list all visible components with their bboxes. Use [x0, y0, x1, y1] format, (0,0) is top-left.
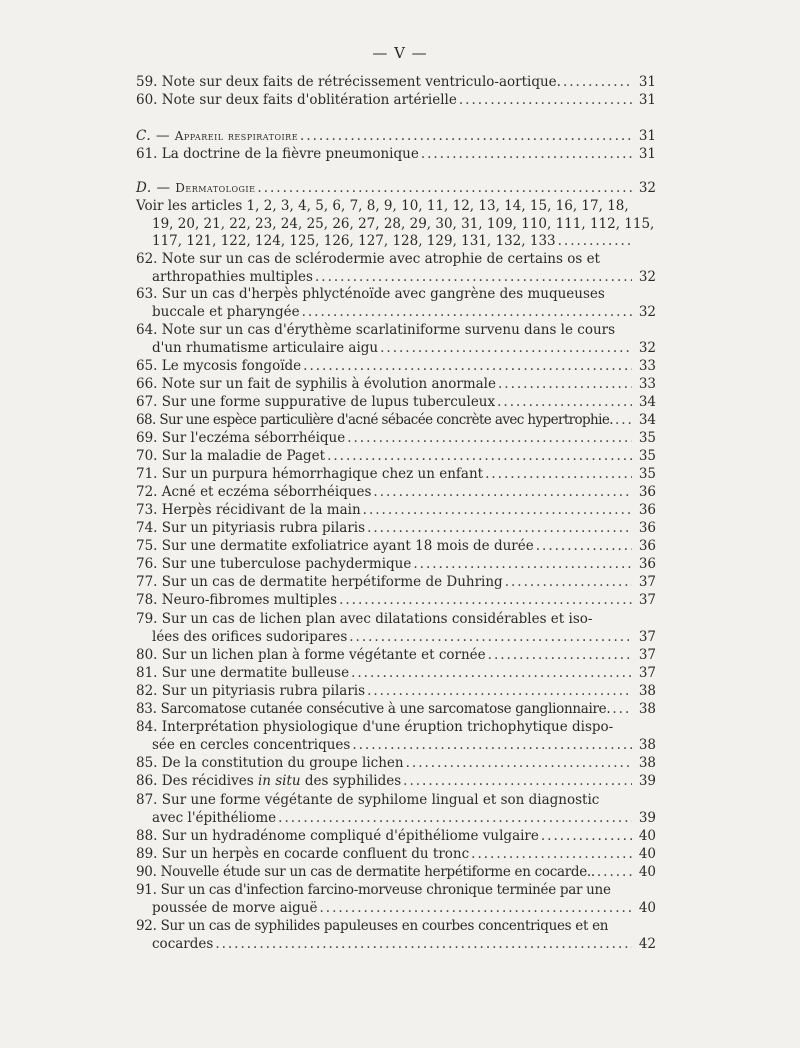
page-ref: 38	[638, 701, 656, 717]
entry-text: 74. Sur un pityriasis rubra pilaris	[136, 520, 366, 536]
page-ref: 42	[638, 935, 656, 952]
entry-text: 88. Sur un hydradénome compliqué d'épithéliome vulgaire	[136, 828, 539, 844]
dot-leader	[367, 683, 632, 701]
toc-entry-87	[136, 792, 656, 827]
entry-text: 62. Note sur un cas de sclérodermie avec atrophie de certains os et	[136, 251, 600, 267]
page-ref: 32	[638, 268, 656, 285]
page-ref: 37	[638, 665, 656, 681]
toc-entry-92	[136, 918, 656, 953]
entry-text: 66. Note sur un fait de syphilis à évolution anormale	[136, 376, 496, 392]
entry-text: 82. Sur un pityriasis rubra pilaris	[136, 683, 366, 699]
entry-text: 85. De la constitution du groupe lichen	[136, 755, 404, 771]
toc-entry-71	[136, 466, 656, 484]
toc-entry-84	[136, 719, 656, 754]
dot-leader	[471, 846, 632, 864]
entry-text: 64. Note sur un cas d'érythème scarlatiniforme survenu dans le cours	[136, 322, 616, 338]
page-ref: 40	[638, 828, 656, 844]
entry-text: 80. Sur un lichen plan à forme végétante et cornée	[136, 647, 486, 663]
dot-leader	[257, 180, 632, 198]
dot-leader	[215, 936, 632, 954]
entry-text: 77. Sur un cas de dermatite herpétiforme de Duhring	[136, 574, 503, 590]
entry-text: C. — Appareil respiratoire	[136, 128, 299, 144]
toc-entry-81	[136, 665, 656, 683]
page-ref: 36	[638, 520, 656, 536]
dot-leader	[558, 233, 632, 251]
dot-leader	[615, 412, 632, 430]
page-ref: 32	[638, 303, 656, 320]
entry-text: 78. Neuro-fibromes multiples	[136, 592, 338, 608]
toc-entry-67	[136, 394, 656, 412]
toc-entry-76	[136, 556, 656, 574]
dot-leader	[303, 358, 632, 376]
entry-text: 76. Sur une tuberculose pachydermique	[136, 556, 412, 572]
page-ref: 40	[638, 846, 656, 862]
dot-leader	[505, 574, 632, 592]
entry-text: d'un rhumatisme articulaire aigu	[152, 339, 379, 356]
entry-text: arthropathies multiples	[152, 268, 313, 285]
entry-text: buccale et pharyngée	[152, 303, 300, 320]
toc-section-d	[136, 180, 656, 198]
page-ref: 35	[638, 448, 656, 464]
entry-text: 79. Sur un cas de lichen plan avec dilatations considérables et iso-	[136, 611, 593, 627]
toc-section-c	[136, 128, 656, 146]
page-ref: 33	[638, 358, 656, 374]
toc-entry-86	[136, 773, 656, 791]
entry-text: 59. Note sur deux faits de rétrécissement ventriculo-aortique.	[136, 74, 561, 90]
toc-entry-74	[136, 520, 656, 538]
dot-leader	[536, 538, 632, 556]
page-ref: 31	[638, 92, 656, 108]
toc-see-articles	[136, 198, 656, 251]
page-ref: 37	[638, 628, 656, 645]
page-ref: 31	[638, 74, 656, 90]
toc-entry-88	[136, 828, 656, 846]
page-ref: 38	[638, 736, 656, 753]
toc-entry-79	[136, 611, 656, 646]
entry-text: poussée de morve aiguë	[152, 899, 318, 916]
dot-leader	[352, 737, 632, 755]
entry-text: 73. Herpès récidivant de la main	[136, 502, 361, 518]
entry-text: 70. Sur la maladie de Paget	[136, 448, 326, 464]
toc-entry-89	[136, 846, 656, 864]
page-ref: 35	[638, 430, 656, 446]
page-ref: 34	[638, 412, 656, 428]
page-ref: 38	[638, 683, 656, 699]
dot-leader	[349, 629, 632, 647]
dot-leader	[373, 484, 632, 502]
dot-leader	[380, 340, 632, 358]
dot-leader	[563, 74, 632, 92]
toc-entry-59	[136, 74, 656, 92]
toc-entry-75	[136, 538, 656, 556]
toc-entry-90	[136, 864, 656, 882]
entry-text: 67. Sur une forme suppurative de lupus tuberculeux	[136, 394, 496, 410]
toc-entry-80	[136, 647, 656, 665]
dot-leader	[403, 773, 632, 791]
toc-entry-82	[136, 683, 656, 701]
page-ref: 40	[638, 864, 656, 880]
toc-entry-66	[136, 376, 656, 394]
dot-leader	[497, 394, 632, 412]
toc-entry-78	[136, 592, 656, 610]
page-ref: 36	[638, 556, 656, 572]
dot-leader	[612, 701, 632, 719]
page-ref: 39	[638, 809, 656, 826]
entry-text: 65. Le mycosis fongoïde	[136, 358, 302, 374]
entry-text: 71. Sur un purpura hémorrhagique chez un enfant	[136, 466, 484, 482]
dot-leader	[541, 828, 632, 846]
page-ref: 36	[638, 502, 656, 518]
toc-entry-62	[136, 251, 656, 286]
entry-text: 91. Sur un cas d'infection farcino-morveuse chronique terminée par une	[136, 882, 611, 898]
table-of-contents	[0, 74, 800, 974]
dot-leader	[347, 430, 632, 448]
page-ref: 36	[638, 484, 656, 500]
page-ref: 34	[638, 394, 656, 410]
dot-leader	[406, 755, 632, 773]
toc-entry-77	[136, 574, 656, 592]
entry-text: 61. La doctrine de la fièvre pneumonique	[136, 146, 419, 162]
page-ref: 39	[638, 773, 656, 789]
dot-leader	[367, 520, 632, 538]
dot-leader	[339, 592, 632, 610]
entry-text: sée en cercles concentriques	[152, 736, 351, 753]
entry-text: 89. Sur un herpès en cocarde confluent du tronc	[136, 846, 470, 862]
entry-text: 19, 20, 21, 22, 23, 24, 25, 26, 27, 28, 29, 30, 31, 109, 110, 111, 112, 115,	[152, 215, 655, 232]
dot-leader	[363, 502, 632, 520]
toc-entry-60	[136, 92, 656, 110]
entry-text: 68. Sur une espèce particulière d'acné sébacée concrète avec hypertrophie.	[136, 412, 613, 428]
page-ref: 31	[638, 128, 656, 144]
page-ref: 32	[638, 339, 656, 356]
dot-leader	[485, 466, 632, 484]
page-ref: 31	[638, 146, 656, 162]
entry-text: 84. Interprétation physiologique d'une éruption trichophytique dispo-	[136, 719, 614, 735]
toc-entry-73	[136, 502, 656, 520]
entry-text: cocardes	[152, 935, 214, 952]
toc-entry-85	[136, 755, 656, 773]
page-ref: 37	[638, 647, 656, 663]
entry-text: 81. Sur une dermatite bulleuse	[136, 665, 350, 681]
entry-text: 83. Sarcomatose cutanée consécutive à une sarcomatose ganglionnaire.	[136, 701, 611, 717]
toc-entry-69	[136, 430, 656, 448]
toc-entry-83	[136, 701, 656, 719]
entry-text: 86. Des récidives in situ des syphilides	[136, 773, 402, 789]
dot-leader	[320, 900, 633, 918]
entry-text: 72. Acné et eczéma séborrhéiques	[136, 484, 372, 500]
entry-text: 87. Sur une forme végétante de syphilome lingual et son diagnostic	[136, 792, 600, 808]
page-number-header: — V —	[372, 44, 428, 62]
entry-text: 92. Sur un cas de syphilides papuleuses en courbes concentriques et en	[136, 918, 609, 934]
entry-text: 63. Sur un cas d'herpès phlycténoïde avec gangrène des muqueuses	[136, 286, 605, 302]
dot-leader	[498, 376, 632, 394]
entry-text: avec l'épithéliome	[152, 809, 277, 826]
entry-text: 69. Sur l'eczéma séborrhéique	[136, 430, 346, 446]
toc-entry-91	[136, 882, 656, 917]
dot-leader	[597, 864, 632, 882]
entry-text: Voir les articles 1, 2, 3, 4, 5, 6, 7, 8, 9, 10, 11, 12, 13, 14, 15, 16, 17, 18,	[136, 198, 629, 214]
entry-text: lées des orifices sudoripares	[152, 628, 348, 645]
dot-leader	[351, 665, 632, 683]
toc-entry-70	[136, 448, 656, 466]
page-ref: 40	[638, 899, 656, 916]
dot-leader	[278, 810, 632, 828]
page-ref: 37	[638, 574, 656, 590]
toc-entry-63	[136, 286, 656, 321]
page-ref: 38	[638, 755, 656, 771]
dot-leader	[302, 304, 632, 322]
dot-leader	[459, 92, 632, 110]
page-ref: 36	[638, 538, 656, 554]
dot-leader	[327, 448, 632, 466]
toc-entry-64	[136, 322, 656, 357]
page-ref: 32	[638, 180, 656, 196]
dot-leader	[300, 128, 632, 146]
entry-text: 60. Note sur deux faits d'oblitération artérielle	[136, 92, 457, 108]
entry-text: D. — Dermatologie	[136, 180, 256, 196]
page-ref: 35	[638, 466, 656, 482]
dot-leader	[413, 556, 632, 574]
toc-entry-61	[136, 146, 656, 164]
entry-text: 75. Sur une dermatite exfoliatrice ayant 18 mois de durée	[136, 538, 534, 554]
toc-entry-65	[136, 358, 656, 376]
page-ref: 37	[638, 592, 656, 608]
dot-leader	[315, 269, 632, 287]
toc-entry-72	[136, 484, 656, 502]
entry-text: 117, 121, 122, 124, 125, 126, 127, 128, 129, 131, 132, 133	[152, 233, 556, 249]
toc-entry-68	[136, 412, 656, 430]
entry-text: 90. Nouvelle étude sur un cas de dermatite herpétiforme en cocarde..	[136, 864, 595, 880]
dot-leader	[488, 647, 632, 665]
dot-leader	[421, 146, 632, 164]
page-ref: 33	[638, 376, 656, 392]
